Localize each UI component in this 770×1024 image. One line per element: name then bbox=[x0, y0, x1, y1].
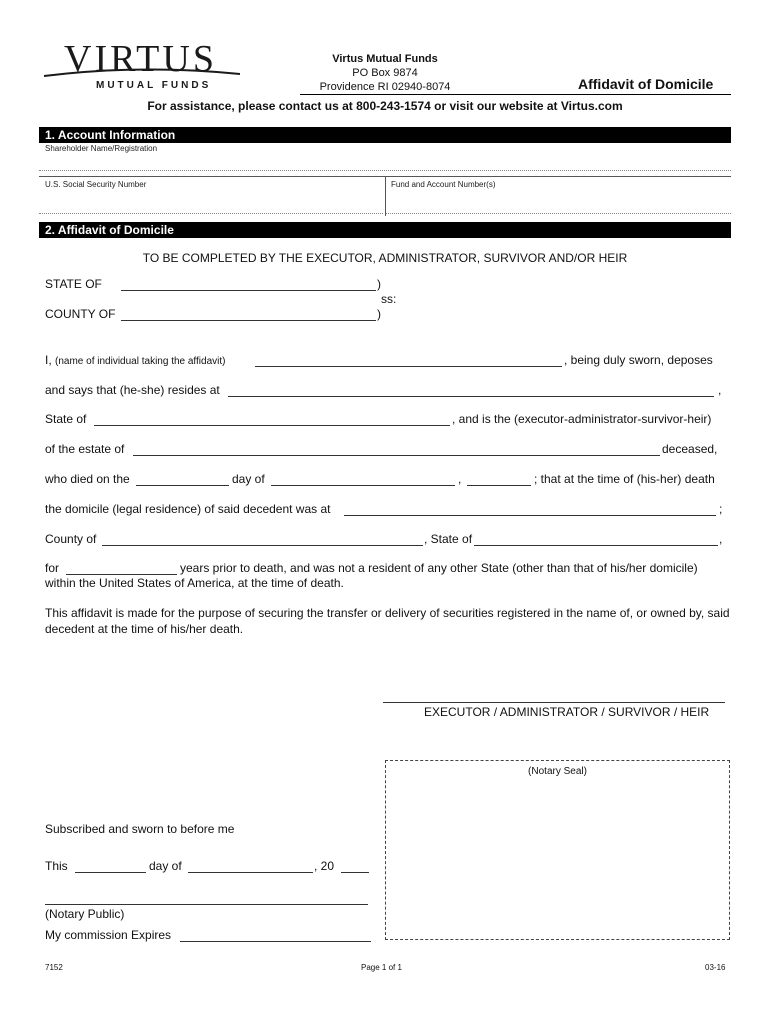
estate-field[interactable] bbox=[133, 443, 660, 456]
header-rule bbox=[300, 94, 731, 95]
county-state-field[interactable] bbox=[474, 533, 718, 546]
county-of-field[interactable] bbox=[121, 308, 376, 321]
resides-label: and says that (he-she) resides at bbox=[45, 383, 220, 397]
company-name: Virtus Mutual Funds bbox=[332, 53, 438, 65]
ssn-field[interactable] bbox=[39, 213, 383, 214]
died-label: who died on the bbox=[45, 472, 130, 486]
ss-label: ss: bbox=[381, 292, 397, 306]
purpose-text: This affidavit is made for the purpose of securing the transfer or delivery of securities registered in the name of, or owned by, said decedent at the time of his/her death. bbox=[45, 606, 730, 636]
death-year-field[interactable] bbox=[467, 473, 531, 486]
county-state-label: , State of bbox=[424, 532, 473, 546]
line-i bbox=[45, 353, 225, 367]
page-number: Page 1 of 1 bbox=[361, 963, 402, 972]
shareholder-label: Shareholder Name/Registration bbox=[45, 144, 158, 153]
divider bbox=[385, 176, 386, 216]
semicolon: ; bbox=[719, 502, 723, 516]
deceased-label: deceased, bbox=[662, 442, 718, 456]
county-label: County of bbox=[45, 532, 97, 546]
death-month-field[interactable] bbox=[271, 473, 455, 486]
signer-label: EXECUTOR / ADMINISTRATOR / SURVIVOR / HEIR bbox=[424, 705, 710, 719]
notary-signature-line[interactable] bbox=[45, 904, 368, 905]
domicile-field[interactable] bbox=[344, 503, 716, 516]
form-title: Affidavit of Domicile bbox=[578, 76, 714, 92]
i-note: (name of individual taking the affidavit) bbox=[55, 356, 226, 367]
state-label: State of bbox=[45, 412, 87, 426]
comma: , bbox=[718, 383, 722, 397]
paren: ) bbox=[377, 277, 381, 291]
within-label: within the United States of America, at the time of death. bbox=[45, 576, 344, 590]
state-suffix: , and is the (executor-administrator-survivor-heir) bbox=[452, 412, 712, 426]
i-prefix: I, bbox=[45, 353, 56, 367]
section1-header: 1. Account Information bbox=[39, 127, 731, 143]
state-of-label: STATE OF bbox=[45, 277, 102, 291]
notary-month-field[interactable] bbox=[188, 860, 313, 873]
company-address bbox=[300, 52, 470, 94]
po-box: PO Box 9874 bbox=[352, 67, 418, 79]
day-of-label: day of bbox=[232, 472, 265, 486]
twenty-label: , 20 bbox=[314, 859, 335, 873]
fund-field[interactable] bbox=[386, 213, 731, 214]
notary-year-field[interactable] bbox=[341, 860, 369, 873]
notary-public-label: (Notary Public) bbox=[45, 907, 125, 921]
shareholder-field[interactable] bbox=[39, 170, 731, 171]
this-label: This bbox=[45, 859, 68, 873]
notary-day-field[interactable] bbox=[75, 860, 146, 873]
revision-date: 03-16 bbox=[705, 963, 726, 972]
assistance-line: For assistance, please contact us at 800-243-1574 or visit our website at Virtus.com bbox=[147, 99, 623, 113]
notary-day-of-label: day of bbox=[149, 859, 182, 873]
death-day-field[interactable] bbox=[136, 473, 229, 486]
state-field[interactable] bbox=[94, 413, 450, 426]
section2-header: 2. Affidavit of Domicile bbox=[39, 222, 731, 238]
county-field[interactable] bbox=[102, 533, 423, 546]
domicile-label: the domicile (legal residence) of said decedent was at bbox=[45, 502, 331, 516]
logo-swoosh-icon bbox=[42, 66, 242, 80]
comma: , bbox=[458, 472, 462, 486]
state-of-field[interactable] bbox=[121, 278, 376, 291]
commission-label: My commission Expires bbox=[45, 928, 172, 942]
paren: ) bbox=[377, 307, 381, 321]
city-line: Providence RI 02940-8074 bbox=[319, 81, 451, 93]
form-code: 7152 bbox=[45, 963, 63, 972]
signature-line[interactable] bbox=[383, 702, 725, 703]
county-of-label: COUNTY OF bbox=[45, 307, 116, 321]
affiant-name-field[interactable] bbox=[255, 354, 562, 367]
logo-subtitle: MUTUAL FUNDS bbox=[96, 80, 212, 91]
time-suffix: ; that at the time of (his-her) death bbox=[534, 472, 715, 486]
logo-word: VIRTUS bbox=[64, 38, 217, 80]
instruction: TO BE COMPLETED BY THE EXECUTOR, ADMINISTRATOR, SURVIVOR AND/OR HEIR bbox=[142, 251, 628, 265]
for-label: for bbox=[45, 561, 60, 575]
fund-label: Fund and Account Number(s) bbox=[391, 180, 496, 189]
estate-label: of the estate of bbox=[45, 442, 125, 456]
commission-field[interactable] bbox=[180, 929, 371, 942]
residence-field[interactable] bbox=[228, 384, 714, 397]
subscribed-label: Subscribed and sworn to before me bbox=[45, 822, 235, 836]
i-suffix: , being duly sworn, deposes bbox=[564, 353, 713, 367]
ssn-label: U.S. Social Security Number bbox=[45, 180, 147, 189]
notary-seal-box bbox=[385, 760, 730, 940]
notary-seal-label: (Notary Seal) bbox=[528, 766, 587, 777]
years-label: years prior to death, and was not a resident of any other State (other than that of his/her domicile) bbox=[180, 561, 698, 575]
comma: , bbox=[719, 532, 723, 546]
years-field[interactable] bbox=[66, 562, 177, 575]
